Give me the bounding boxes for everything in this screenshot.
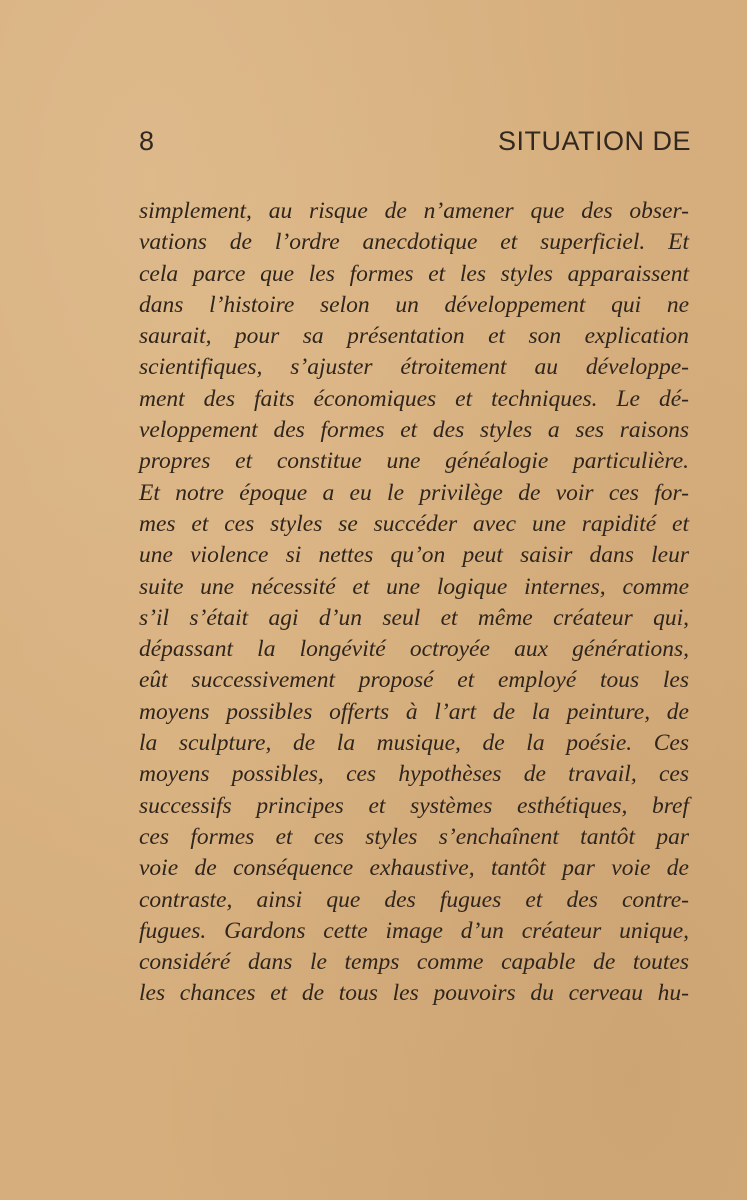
text-line: eût successivement proposé et employé tous les <box>139 667 689 694</box>
body-text <box>139 196 689 1010</box>
text-line: les chances et de tous les pouvoirs du cerveau hu- <box>139 980 689 1007</box>
text-line: saurait, pour sa présentation et son explication <box>139 323 689 350</box>
text-line: moyens possibles offerts à l’art de la peinture, de <box>139 698 689 725</box>
text-line: scientifiques, s’ajuster étroitement au développe- <box>139 354 689 381</box>
text-line: vations de l’ordre anecdotique et superficiel. Et <box>139 229 689 256</box>
text-line: dépassant la longévité octroyée aux générations, <box>139 636 689 663</box>
text-line: ment des faits économiques et techniques. Le dé- <box>139 385 689 412</box>
text-line: considéré dans le temps comme capable de toutes <box>139 949 689 976</box>
text-line: dans l’histoire selon un développement qui ne <box>139 291 689 318</box>
text-line: ces formes et ces styles s’enchaînent tantôt par <box>139 823 689 850</box>
text-line: Et notre époque a eu le privilège de voir ces for- <box>139 479 689 506</box>
text-line: suite une nécessité et une logique internes, comme <box>139 573 689 600</box>
text-line: propres et constitue une généalogie particulière. <box>139 448 689 475</box>
text-line: s’il s’était agi d’un seul et même créateur qui, <box>139 604 689 631</box>
page-number: 8 <box>139 126 155 156</box>
text-line: veloppement des formes et des styles a ses raisons <box>139 417 689 444</box>
text-line: une violence si nettes qu’on peut saisir dans leur <box>139 542 689 569</box>
text-line: la sculpture, de la musique, de la poésie. Ces <box>139 730 689 757</box>
text-line: successifs principes et systèmes esthétiques, bref <box>139 792 689 819</box>
text-line: moyens possibles, ces hypothèses de travail, ces <box>139 761 689 788</box>
text-line: cela parce que les formes et les styles apparaissent <box>139 260 689 287</box>
running-head <box>139 126 691 166</box>
text-line: mes et ces styles se succéder avec une rapidité et <box>139 510 689 537</box>
text-line: voie de conséquence exhaustive, tantôt par voie de <box>139 855 689 882</box>
text-line: simplement, au risque de n’amener que des obser- <box>139 198 689 224</box>
text-line: fugues. Gardons cette image d’un créateur unique, <box>139 917 689 944</box>
running-title: SITUATION DE <box>497 126 691 156</box>
text-line: contraste, ainsi que des fugues et des contre- <box>139 886 689 913</box>
